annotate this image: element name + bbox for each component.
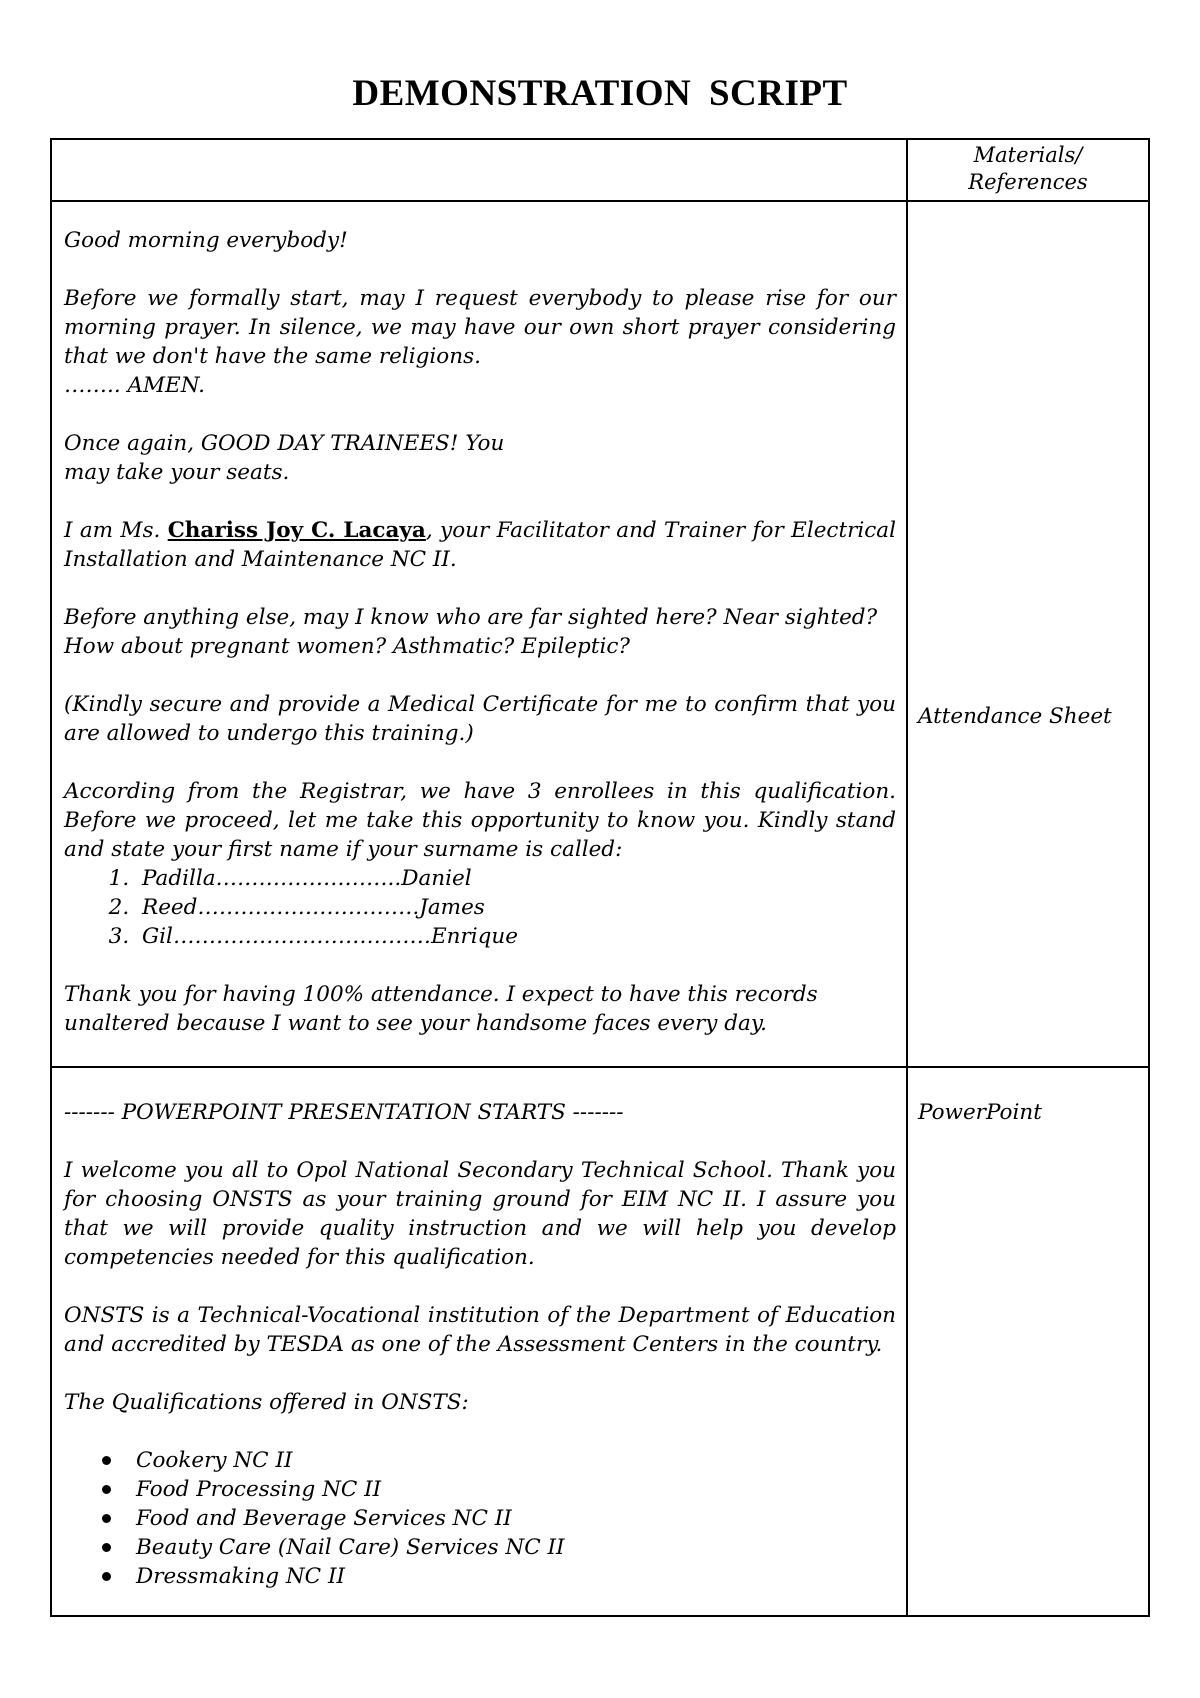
intro-before: I am Ms.	[64, 518, 168, 543]
medical-note: (Kindly secure and provide a Medical Certificate for me to confirm that you are allowed to undergo this training.)	[64, 692, 896, 746]
list-item	[136, 864, 896, 893]
ppt-start-text: ------- POWERPOINT PRESENTATION STARTS -------	[64, 1100, 624, 1125]
roster-first-name: Enrique	[430, 924, 518, 949]
greeting-text: Good morning everybody!	[64, 228, 348, 253]
prayer-text: Before we formally start, may I request everybody to please rise for our morning prayer. In silence, we may have our own short prayer considering that we don't have the same religions.	[64, 286, 896, 369]
presentation-script-cell	[51, 1067, 907, 1616]
list-item: Dressmaking NC II	[136, 1562, 896, 1591]
presentation-materials-cell	[907, 1067, 1149, 1616]
list-item: Food Processing NC II	[136, 1475, 896, 1504]
script-table	[50, 138, 1150, 1617]
list-item: Cookery NC II	[136, 1446, 896, 1475]
trainer-intro	[64, 516, 896, 574]
header-materials-cell	[907, 139, 1149, 201]
roster-surname: Gil	[142, 924, 173, 949]
roster-dots: ……………………..	[215, 866, 402, 891]
intro-after: , your Facilitator and Trainer for Electrical Installation and Maintenance NC II.	[64, 518, 896, 572]
list-item	[136, 893, 896, 922]
table-row-opening	[51, 201, 1149, 1067]
roster-list	[64, 864, 896, 951]
roster-dots: ………………………….	[197, 895, 420, 920]
table-row-presentation	[51, 1067, 1149, 1616]
list-item: Food and Beverage Services NC II	[136, 1504, 896, 1533]
qualifications-list	[64, 1446, 896, 1591]
header-script-cell	[51, 139, 907, 201]
header-materials-line1: Materials/	[973, 143, 1083, 167]
trainer-name: Chariss Joy C. Lacaya	[167, 518, 426, 543]
again-line-1: Once again, GOOD DAY TRAINEES! You	[64, 431, 505, 456]
document-title: DEMONSTRATION SCRIPT	[352, 73, 848, 114]
opening-script-cell	[51, 201, 907, 1067]
attendance-sheet-label: Attendance Sheet	[918, 704, 1112, 729]
roster-first-name: Daniel	[401, 866, 472, 891]
roster-dots: ………………………………	[172, 924, 431, 949]
registrar-text: According from the Registrar, we have 3 enrollees in this qualification. Before we proceed, let me take this opportunity to know you. Kindly stand and state your first name if your surname is called:	[64, 779, 896, 862]
powerpoint-label: PowerPoint	[918, 1100, 1042, 1125]
roster-first-name: James	[419, 895, 485, 920]
opening-materials-cell	[907, 201, 1149, 1067]
list-item	[136, 922, 896, 951]
table-header-row	[51, 139, 1149, 201]
qualifications-heading: The Qualifications offered in ONSTS:	[64, 1390, 469, 1415]
roster-surname: Reed	[142, 895, 198, 920]
welcome-text: I welcome you all to Opol National Secondary Technical School. Thank you for choosing ONSTS as your training ground for EIM NC II. I assure you that we will provide quality instruction and we will help you develop competencies needed for this qualification.	[64, 1158, 896, 1270]
health-question: Before anything else, may I know who are far sighted here? Near sighted? How about pregnant women? Asthmatic? Epileptic?	[64, 605, 878, 659]
thanks-text: Thank you for having 100% attendance. I expect to have this records unaltered because I want to see your handsome faces every day.	[64, 982, 818, 1036]
again-line-2: may take your seats.	[64, 460, 290, 485]
header-materials-line2: References	[968, 170, 1088, 194]
roster-surname: Padilla	[142, 866, 216, 891]
onsts-text: ONSTS is a Technical-Vocational institution of the Department of Education and accredited by TESDA as one of the Assessment Centers in the country.	[64, 1303, 896, 1357]
list-item: Beauty Care (Nail Care) Services NC II	[136, 1533, 896, 1562]
amen-text: …….. AMEN.	[64, 373, 206, 398]
